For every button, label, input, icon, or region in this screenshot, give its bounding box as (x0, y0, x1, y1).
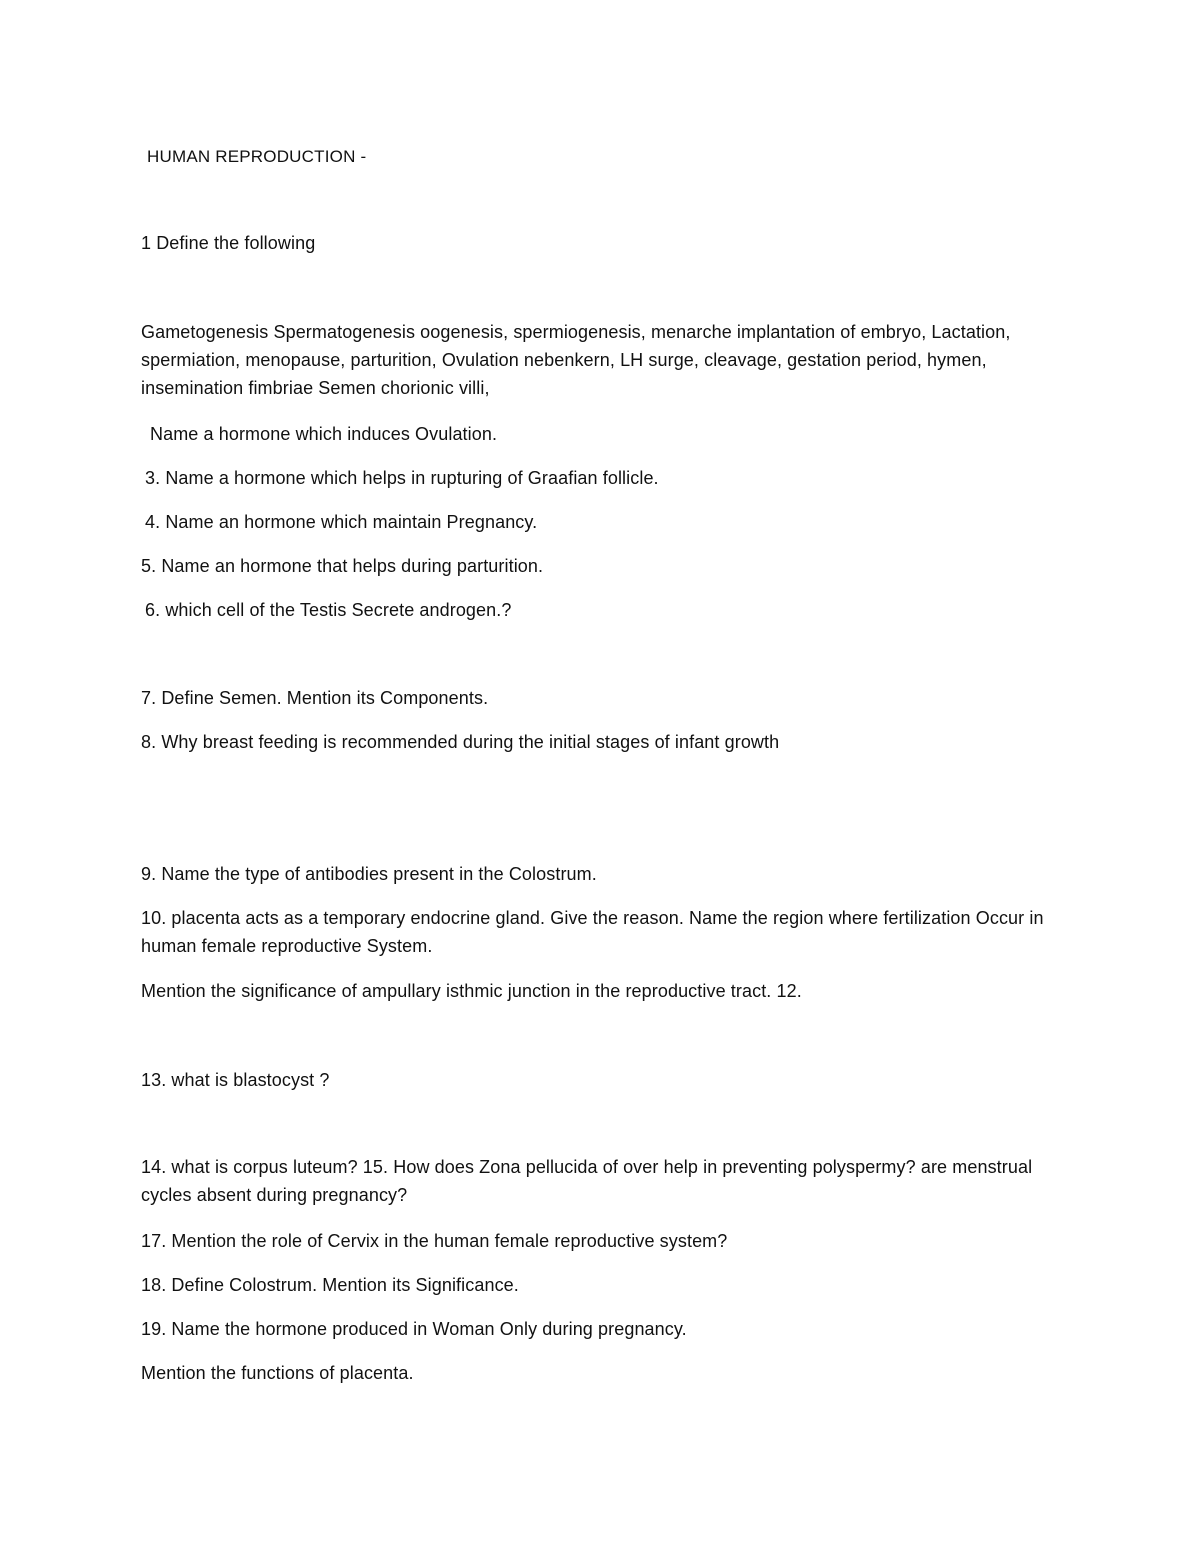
question-13: 13. what is blastocyst ? (141, 1070, 330, 1090)
document-title: HUMAN REPRODUCTION - (147, 147, 367, 166)
question-3: 3. Name a hormone which helps in rupturing of Graafian follicle. (145, 468, 659, 488)
terms-list-paragraph: Gametogenesis Spermatogenesis oogenesis, spermiogenesis, menarche implantation of embryo, Lactation, spermiation, menopause, parturition, Ovulation nebenkern, LH surge, cleavage, gestation period, hymen, insemination fimbriae Semen chorionic villi, (141, 322, 1011, 398)
question-ampullary-isthmic: Mention the significance of ampullary isthmic junction in the reproductive tract. 12. (141, 981, 802, 1001)
question-4: 4. Name an hormone which maintain Pregnancy. (145, 512, 538, 532)
question-placenta-functions: Mention the functions of placenta. (141, 1363, 414, 1383)
question-ovulation-hormone: Name a hormone which induces Ovulation. (150, 424, 498, 444)
question-17: 17. Mention the role of Cervix in the human female reproductive system? (141, 1231, 728, 1251)
question-18: 18. Define Colostrum. Mention its Significance. (141, 1275, 519, 1295)
question-6: 6. which cell of the Testis Secrete androgen.? (145, 600, 512, 620)
question-8: 8. Why breast feeding is recommended during the initial stages of infant growth (141, 732, 780, 752)
question-10: 10. placenta acts as a temporary endocrine gland. Give the reason. Name the region where fertilization Occur in human female reproductive System. (141, 908, 1044, 956)
section-heading-define: 1 Define the following (141, 233, 316, 253)
question-5: 5. Name an hormone that helps during parturition. (141, 556, 544, 576)
question-9: 9. Name the type of antibodies present in the Colostrum. (141, 864, 597, 884)
question-19: 19. Name the hormone produced in Woman Only during pregnancy. (141, 1319, 687, 1339)
question-7: 7. Define Semen. Mention its Components. (141, 688, 489, 708)
question-14-15: 14. what is corpus luteum? 15. How does Zona pellucida of over help in preventing polyspermy? are menstrual cycles absent during pregnancy? (141, 1157, 1033, 1205)
